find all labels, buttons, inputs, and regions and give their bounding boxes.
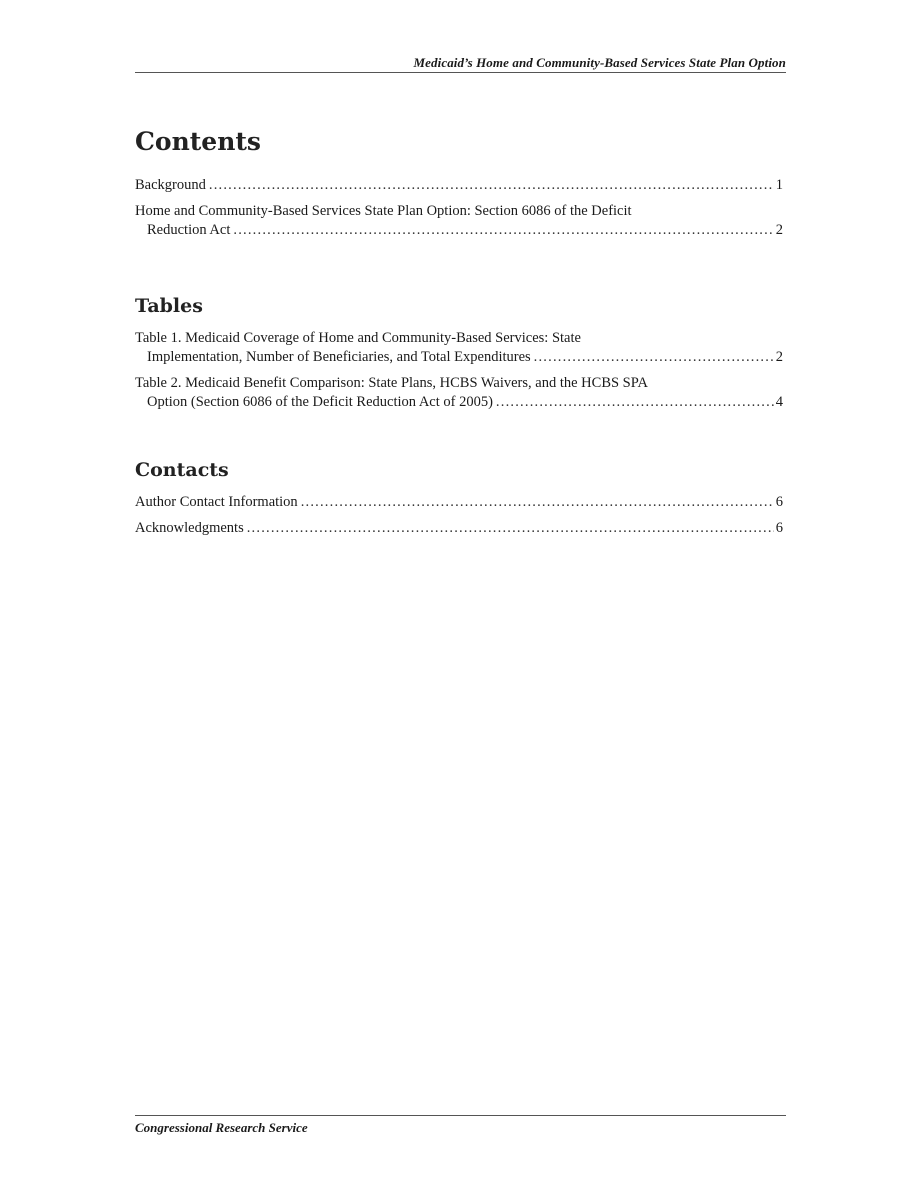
dot-leader (247, 519, 774, 538)
toc-entry-acknowledgments[interactable] (135, 519, 783, 538)
toc-page-number: 2 (775, 349, 783, 365)
toc-entry-hcbs-state-plan-option[interactable] (135, 202, 783, 240)
toc-entry-title-line1: Table 1. Medicaid Coverage of Home and Community-Based Services: State (135, 330, 581, 346)
toc-entry-background[interactable] (135, 176, 783, 195)
tables-heading: Tables (135, 295, 203, 317)
toc-entry-title-line2: Reduction Act (147, 222, 231, 238)
table-of-contents (135, 123, 783, 545)
toc-page-number: 2 (775, 222, 783, 238)
contacts-heading: Contacts (135, 459, 229, 481)
toc-entry-title-line1: Home and Community-Based Services State Plan Option: Section 6086 of the Deficit (135, 203, 632, 219)
toc-entry-author-contact-information[interactable] (135, 493, 783, 512)
toc-entry-table-1[interactable] (135, 329, 783, 367)
dot-leader (233, 221, 773, 240)
contents-heading: Contents (135, 127, 262, 156)
toc-entry-title-line1: Table 2. Medicaid Benefit Comparison: State Plans, HCBS Waivers, and the HCBS SPA (135, 375, 648, 391)
header-rule (135, 72, 786, 73)
footer-organization: Congressional Research Service (135, 1120, 308, 1135)
toc-entry-title: Acknowledgments (135, 520, 244, 536)
footer-rule (135, 1115, 786, 1116)
dot-leader (301, 493, 774, 512)
toc-entry-title: Author Contact Information (135, 494, 298, 510)
dot-leader (534, 348, 774, 367)
toc-page-number: 6 (775, 494, 783, 510)
toc-page-number: 6 (775, 520, 783, 536)
toc-entry-title-line2: Implementation, Number of Beneficiaries, and Total Expenditures (147, 349, 531, 365)
toc-entry-title-line2: Option (Section 6086 of the Deficit Reduction Act of 2005) (147, 394, 493, 410)
dot-leader (209, 176, 774, 195)
toc-page-number: 4 (775, 394, 783, 410)
toc-entry-table-2[interactable] (135, 374, 783, 412)
running-header: Medicaid’s Home and Community-Based Services State Plan Option (413, 55, 786, 70)
toc-entry-title: Background (135, 177, 206, 193)
toc-page-number: 1 (775, 177, 783, 193)
dot-leader (496, 393, 774, 412)
